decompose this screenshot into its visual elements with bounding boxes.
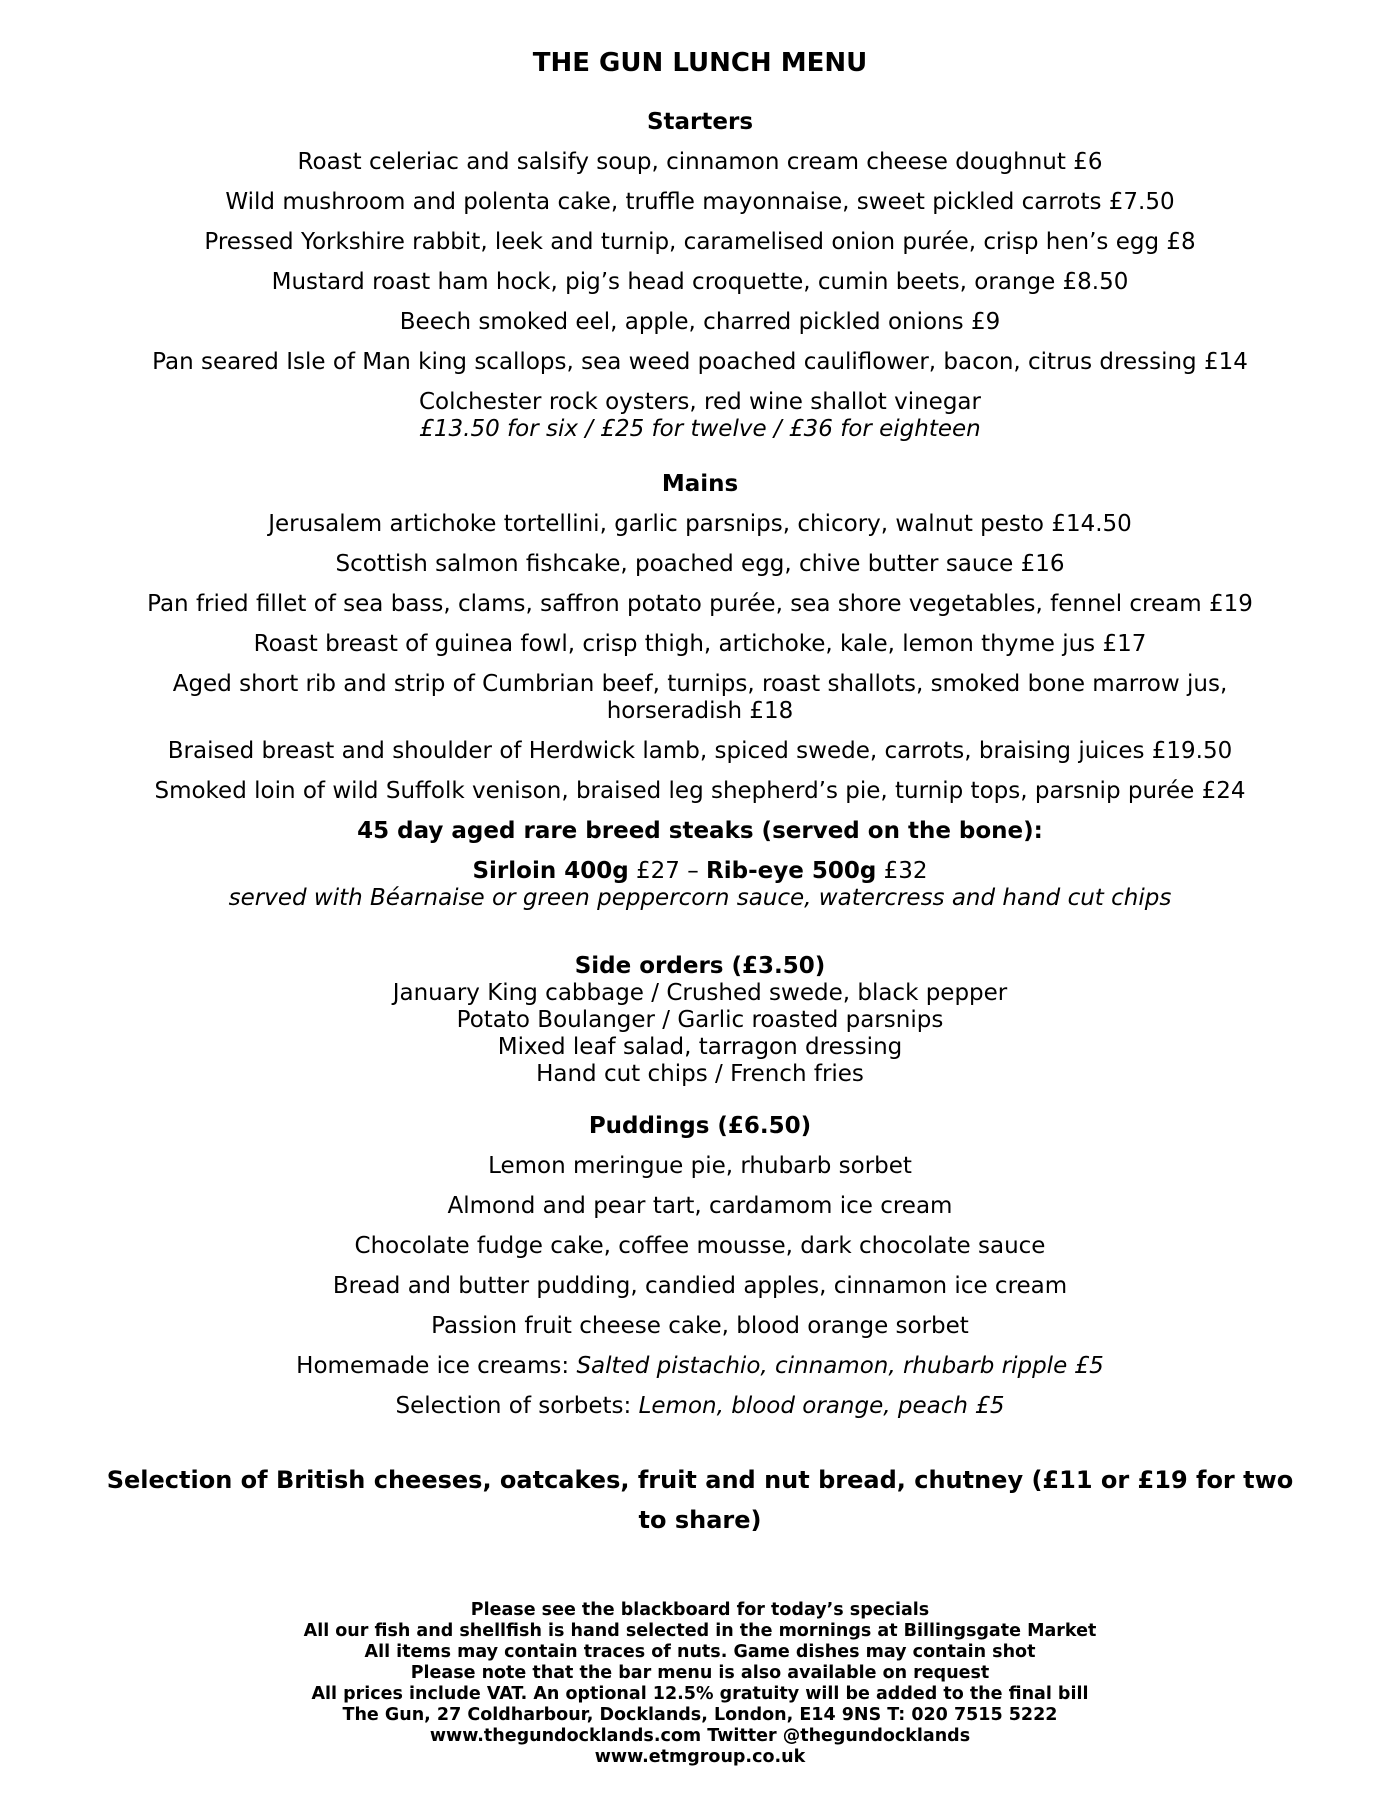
ice-creams-detail: Salted pistachio, cinnamon, rhubarb ripple £5 xyxy=(576,1353,1104,1379)
puddings-section xyxy=(0,1112,1400,1420)
footer-line: All items may contain traces of nuts. Game dishes may contain shot xyxy=(364,1642,1036,1662)
steaks-heading: 45 day aged rare breed steaks (served on the bone): xyxy=(357,818,1043,844)
footer-line: Please see the blackboard for today’s specials xyxy=(470,1600,930,1620)
starters-section xyxy=(0,108,1400,443)
footer-line: Please note that the bar menu is also available on request xyxy=(410,1663,990,1683)
ribeye-price: £32 xyxy=(876,858,928,884)
starter-item: Wild mushroom and polenta cake, truffle mayonnaise, sweet pickled carrots £7.50 xyxy=(225,189,1175,215)
sorbets-label: Selection of sorbets: xyxy=(395,1393,639,1419)
steaks-note: served with Béarnaise or green peppercorn sauce, watercress and hand cut chips xyxy=(228,885,1172,911)
pudding-item: Chocolate fudge cake, coffee mousse, dark chocolate sauce xyxy=(354,1233,1046,1259)
oyster-prices: £13.50 for six / £25 for twelve / £36 for eighteen xyxy=(419,416,981,442)
sides-heading: Side orders (£3.50) xyxy=(574,953,826,979)
starter-item: Beech smoked eel, apple, charred pickled onions £9 xyxy=(399,309,1001,335)
sirloin-price: £27 – xyxy=(628,858,707,884)
starter-item: Pan seared Isle of Man king scallops, sea weed poached cauliflower, bacon, citrus dressing £14 xyxy=(152,349,1248,375)
ice-creams-item xyxy=(0,1353,1400,1380)
steaks-line xyxy=(0,858,1400,885)
starter-item: Colchester rock oysters, red wine shallot vinegar xyxy=(419,389,981,415)
pudding-item: Passion fruit cheese cake, blood orange sorbet xyxy=(431,1313,969,1339)
sorbets-item xyxy=(0,1393,1400,1420)
footer-line: www.etmgroup.co.uk xyxy=(594,1747,806,1767)
pudding-item: Almond and pear tart, cardamom ice cream xyxy=(447,1193,953,1219)
main-item: Roast breast of guinea fowl, crisp thigh, artichoke, kale, lemon thyme jus £17 xyxy=(253,631,1147,657)
mains-section xyxy=(0,470,1400,912)
side-item: Potato Boulanger / Garlic roasted parsnips xyxy=(456,1007,944,1033)
main-item: Scottish salmon fishcake, poached egg, chive butter sauce £16 xyxy=(335,551,1065,577)
cheese-selection: Selection of British cheeses, oatcakes, fruit and nut bread, chutney (£11 or £19 for two to share) xyxy=(106,1466,1294,1534)
starter-item: Pressed Yorkshire rabbit, leek and turnip, caramelised onion purée, crisp hen’s egg £8 xyxy=(204,229,1196,255)
footer-line: The Gun, 27 Coldharbour, Docklands, London, E14 9NS T: 020 7515 5222 xyxy=(342,1705,1058,1725)
sorbets-detail: Lemon, blood orange, peach £5 xyxy=(638,1393,1005,1419)
main-item-continued: horseradish £18 xyxy=(606,698,794,724)
starter-item: Mustard roast ham hock, pig’s head croquette, cumin beets, orange £8.50 xyxy=(271,269,1129,295)
side-item: January King cabbage / Crushed swede, black pepper xyxy=(392,980,1008,1006)
starter-item: Roast celeriac and salsify soup, cinnamon cream cheese doughnut £6 xyxy=(297,149,1103,175)
main-item: Smoked loin of wild Suffolk venison, braised leg shepherd’s pie, turnip tops, parsnip purée £24 xyxy=(154,778,1246,804)
ribeye-name: Rib-eye 500g xyxy=(706,858,877,884)
side-item: Hand cut chips / French fries xyxy=(536,1061,864,1087)
footer-line: www.thegundocklands.com Twitter @thegundocklands xyxy=(429,1726,971,1746)
main-item: Aged short rib and strip of Cumbrian beef, turnips, roast shallots, smoked bone marrow jus, xyxy=(172,671,1228,697)
side-item: Mixed leaf salad, tarragon dressing xyxy=(497,1034,903,1060)
ice-creams-label: Homemade ice creams: xyxy=(296,1353,577,1379)
menu-title: THE GUN LUNCH MENU xyxy=(532,48,868,78)
pudding-item: Lemon meringue pie, rhubarb sorbet xyxy=(488,1153,912,1179)
puddings-heading: Puddings (£6.50) xyxy=(588,1113,812,1139)
footer-line: All prices include VAT. An optional 12.5% gratuity will be added to the final bill xyxy=(311,1684,1089,1704)
mains-heading: Mains xyxy=(661,471,739,497)
main-item: Pan fried fillet of sea bass, clams, saffron potato purée, sea shore vegetables, fennel cream £19 xyxy=(147,591,1253,617)
sides-section xyxy=(0,952,1400,1088)
pudding-item: Bread and butter pudding, candied apples, cinnamon ice cream xyxy=(332,1273,1068,1299)
footer-notes xyxy=(0,1600,1400,1768)
starters-heading: Starters xyxy=(646,109,754,135)
main-item: Braised breast and shoulder of Herdwick lamb, spiced swede, carrots, braising juices £19.50 xyxy=(167,738,1233,764)
main-item: Jerusalem artichoke tortellini, garlic parsnips, chicory, walnut pesto £14.50 xyxy=(268,511,1132,537)
footer-line: All our fish and shellfish is hand selected in the mornings at Billingsgate Market xyxy=(303,1621,1097,1641)
sirloin-name: Sirloin 400g xyxy=(472,858,629,884)
